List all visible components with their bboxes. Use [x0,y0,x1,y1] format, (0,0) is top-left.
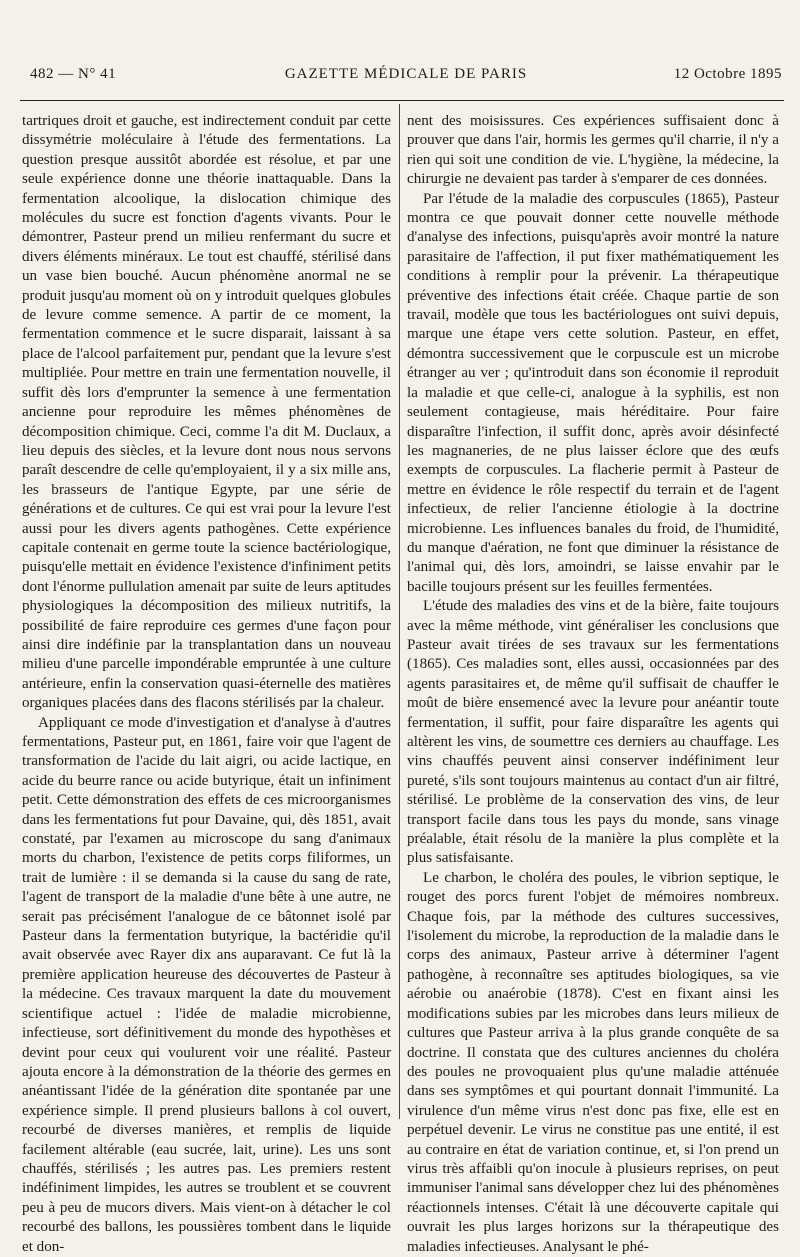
right-paragraph-3: L'étude des maladies des vins et de la bière, faite toujours avec la même méthode, vint généraliser les conclusions que Pasteur avait tirées de ses travaux sur les fermentations (1865). Ces maladies sont, elles aussi, occasionnées par des agents parasitaires et, de même qu'il suffisait de chauffer le moût de bière ensemencé avec la levure pour anéantir toute fermentation, il suffit, pour faire disparaître les agents qui altèrent les vins, de soumettre ces derniers au chauffage. Les vins chauffés peuvent ainsi conserver indéfiniment leur pureté, s'ils sont toujours maintenus au contact d'un air filtré, stérilisé. Le problème de la conservation des vins, de leur transport facile dans tous les pays du monde, sans vinage préalable, était résolu de la manière la plus complète et la plus satisfaisante. [407,598,779,867]
page-issue-number: 482 — N° 41 [30,66,117,82]
running-header [30,66,782,88]
issue-date: 12 Octobre 1895 [673,66,782,82]
journal-title: GAZETTE MÉDICALE DE PARIS [284,66,528,82]
left-paragraph-2: Appliquant ce mode d'investigation et d'analyse à d'autres fermentations, Pasteur put, en 1861, faire voir que l'agent de transformation de l'acide du lait aigri, ou acide lactique, en acide du beurre rance ou acide butyrique, était un infiniment petit. Cette démonstration des effets de ces microorganismes dans les fermentations fut pour Davaine, qui, dès 1851, avait constaté, par l'examen au microscope du sang d'animaux morts du charbon, l'existence de petits corps filiformes, un trait de lumière : il se demanda si la cause du sang de rate, l'agent de transport de la maladie d'une bête à une autre, ne serait pas précisément l'analogue de ce bâtonnet isolé par Pasteur dans la fermentation butyrique, la bactéridie qu'il avait observée avec Rayer dix ans auparavant. Ce fut là la première application heureuse des découvertes de Pasteur à la médecine. Ces travaux marquent la date du mouvement scientifique actuel : l'idée de maladie microbienne, infectieuse, sort définitivement du monde des hypothèses et devint pour ceux qui voulurent voir une réalité. Pasteur ajouta encore à la démonstration de la théorie des germes en anéantissant l'idée de la génération dite spontanée par une expérience simple. Il prend plusieurs ballons à col ouvert, recourbé de diverses manières, et remplis de liquide facilement altérable (eau sucrée, lait, urine). Les uns sont chauffés, stérilisés ; les autres pas. Les premiers restent indéfiniment limpides, les autres se troublent et se couvrent peu à peu de mucors divers. Mais vient-on à détacher le col recourbé des ballons, les poussières tombent dans le liquide et don- [22,714,391,1255]
right-paragraph-1: nent des moisissures. Ces expériences suffisaient donc à prouver que dans l'air, hormis les germes qu'il charrie, il n'y a rien qui soit une condition de vie. L'hygiène, la médecine, la chirurgie ne devaient pas tarder à s'emparer de ces données. [407,113,779,188]
right-paragraph-2: Par l'étude de la maladie des corpuscules (1865), Pasteur montra ce que pouvait donner cette nouvelle méthode d'analyse des infections, puisqu'après avoir montré la nature parasitaire de l'affection, il put fixer mathématiquement les conditions à remplir pour la prévenir. La thérapeutique préventive des infections était créée. Chaque partie de son travail, modèle que tous les bactériologues ont suivi depuis, marque une étape vers cette solution. Pasteur, en effet, démontra successivement que le corpuscule est un microbe étranger au ver ; qu'introduit dans son économie il reproduit la maladie et que celle-ci, analogue à la syphilis, est non seulement contagieuse, mais héréditaire. Pour faire disparaître l'infection, il suffit donc, après avoir désinfecté les magnaneries, de ne plus laisser éclore que des œufs exempts de corpuscules. La flacherie permit à Pasteur de mettre en évidence le rôle respectif du terrain et de l'agent infectieux, de relier l'ancienne étiologie à la doctrine microbienne. Les influences banales du froid, de l'humidité, du manque d'aération, ne font que diminuer la résistance de l'animal qui, dès lors, amoindri, se laisse envahir par le bacille toujours présent sur les feuilles fermentées. [407,190,779,595]
right-column [407,112,779,1255]
left-paragraph-1: tartriques droit et gauche, est indirectement conduit par cette dissymétrie moléculaire à l'étude des fermentations. La question presque aussitôt abordée est résolue, et par une seule expérience donne une théorie inattaquable. Dans la fermentation alcoolique, la dislocation chimique des molécules du sucre est fonction d'agents vivants. Pour le démontrer, Pasteur prend un milieu renfermant du sucre et divers éléments minéraux. Le tout est chauffé, stérilisé dans un vase bien bouché. Aucun phénomène anormal ne se produit jusqu'au moment où on y introduit quelques globules de levure comme semence. A partir de ce moment, la fermentation commence et le sucre disparait, laissant à sa place de l'alcool parfaitement pur, pendant que la levure s'est multipliée. Pour mettre en train une fermentation nouvelle, il suffit dès lors d'emprunter la semence à une fermentation ancienne pour reproduire les mêmes phénomènes de décomposition chimique. Ceci, comme l'a dit M. Duclaux, a lieu depuis des siècles, et la levure dont nous nous servons paraît descendre de celle qu'employaient, il y a six mille ans, les brasseurs de l'antique Egypte, par une série de générations et de cultures. Ce qui est vrai pour la levure l'est aussi pour les divers agents pathogènes. Cette expérience capitale contenait en germe toute la science bactériologique, puisqu'elle mettait en évidence l'existence d'infiniment petits dont l'énorme pullulation amenait par suite de leurs aptitudes physiologiques la décomposition des milieux nutritifs, la possibilité de faire reproduire ces germes d'une façon pour ainsi dire indéfinie par la transplantation dans un nouveau milieu d'une parcelle impondérable empruntée à une culture antérieure, enfin la conservation quasi-éternelle des matières organiques placées dans des flacons stérilisés par la chaleur. [22,113,391,712]
left-column [22,112,391,1255]
right-paragraph-4: Le charbon, le choléra des poules, le vibrion septique, le rouget des porcs furent l'objet de mémoires nombreux. Chaque fois, par la méthode des cultures successives, l'isolement du microbe, la reproduction de la maladie dans le corps des animaux, Pasteur arrive à déterminer l'agent pathogène, à reconnaître ses aptitudes biologiques, sa vie aérobie ou anaérobie (1878). C'est en fixant ainsi les modifications subies par les microbes dans leurs milieux de cultures que Pasteur arriva à la plus grande conquête de sa doctrine. Il constata que des cultures anciennes du choléra des poules ne provoquaient plus qu'une maladie atténuée dans ses symptômes et qui pourtant donnait l'immunité. La virulence d'un même virus n'est donc pas fixe, elle est en perpétuel devenir. Le virus ne constitue pas une entité, il est au contraire en état de variation continue, et, si l'on prend un virus très affaibli qu'on inocule à plusieurs reprises, on peut immuniser l'animal sans développer chez lui des phénomènes réactionnels intenses. C'était là une découverte capitale qui ouvrait les plus larges horizons sur la thérapeutique des maladies infectieuses. Analysant le phé- [407,869,779,1255]
column-divider [399,104,400,1119]
header-rule [20,100,784,101]
